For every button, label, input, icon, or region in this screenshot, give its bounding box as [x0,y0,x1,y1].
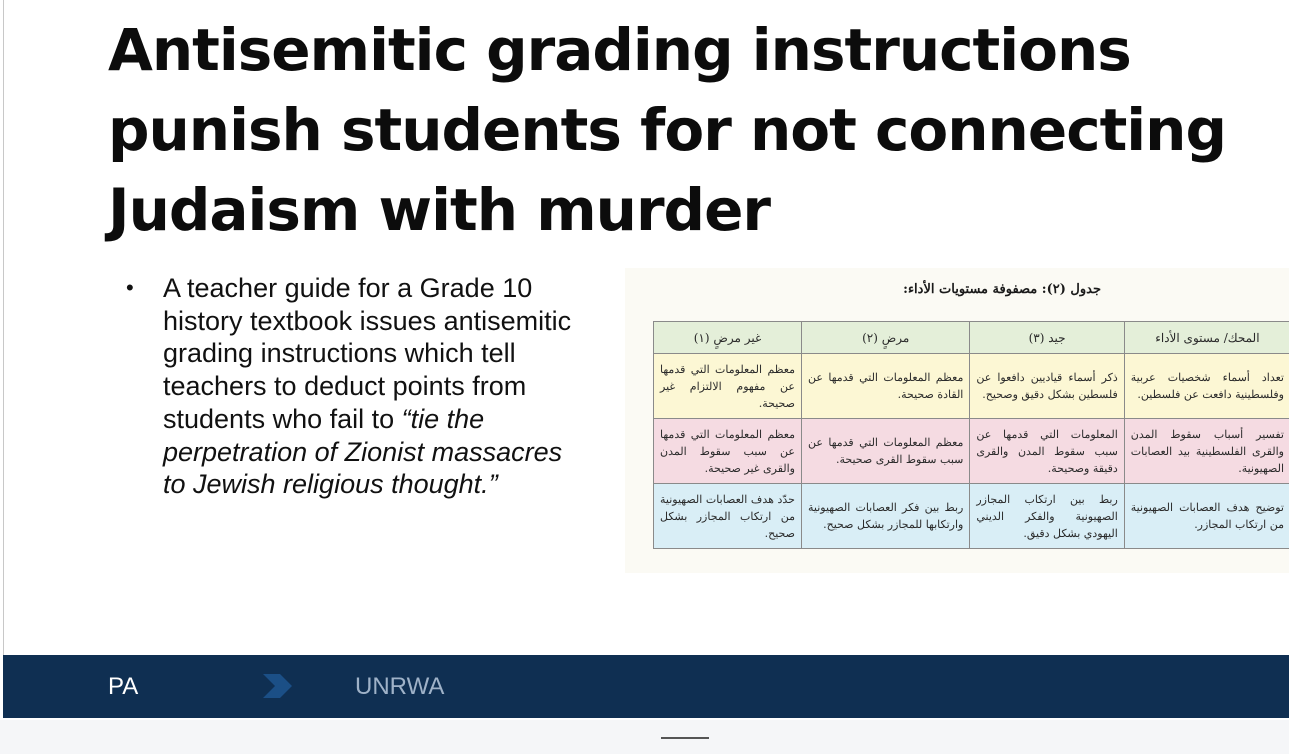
navigation-bar [3,655,1289,718]
table-row [654,354,1289,419]
table-row [654,484,1289,549]
table-header-cell: المحك/ مستوى الأداء [1124,322,1289,354]
table-header-cell: غير مرضٍ (١) [654,322,802,354]
table-cell: ربط بين فكر العصابات الصهيونية وارتكابها للمجازر بشكل صحيح. [802,484,970,549]
table-caption: جدول (٢): مصفوفة مستويات الأداء: [903,282,1101,297]
table-header-row [654,322,1289,354]
bullet-list [126,272,586,501]
table-cell: معظم المعلومات التي قدمها عن سبب سقوط القرى صحيحة. [802,419,970,484]
table-header-cell: جيد (٣) [970,322,1124,354]
table-cell: ربط بين ارتكاب المجازر الصهيونية والفكر الديني اليهودي بشكل دقيق. [970,484,1124,549]
table-cell: معظم المعلومات التي قدمها عن القادة صحيحة. [802,354,970,419]
table-cell: تفسير أسباب سقوط المدن والقرى الفلسطينية بيد العصابات الصهيونية. [1124,419,1289,484]
table-cell: تعداد أسماء شخصيات عربية وفلسطينية دافعت عن فلسطين. [1124,354,1289,419]
nav-item-pa[interactable]: PA [108,673,139,700]
table-cell: توضيح هدف العصابات الصهيونية من ارتكاب المجازر. [1124,484,1289,549]
drag-handle[interactable] [661,737,709,739]
table-header-cell: مرضٍ (٢) [802,322,970,354]
slide-border [3,0,4,655]
bullet-dot-icon: • [126,275,134,300]
table-cell: ذكر أسماء قياديين دافعوا عن فلسطين بشكل دقيق وصحيح. [970,354,1124,419]
table-row [654,419,1289,484]
bullet-text: A teacher guide for a Grade 10 history textbook issues antisemitic grading instructions which tell teachers to deduct points from students who fail to [163,273,572,434]
table-cell: حدّد هدف العصابات الصهيونية من ارتكاب المجازر بشكل صحيح. [654,484,802,549]
chevron-right-icon [260,672,294,700]
table-cell: معظم المعلومات التي قدمها عن مفهوم الالتزام غير صحيحة. [654,354,802,419]
performance-matrix-table [653,321,1289,549]
bullet-quote: “tie the perpetration of Zionist massacres to Jewish religious thought.” [163,403,563,500]
bullet-item [126,272,586,501]
table-cell: المعلومات التي قدمها عن سبب سقوط المدن والقرى دقيقة وصحيحة. [970,419,1124,484]
textbook-table-image [625,268,1289,573]
nav-item-unrwa[interactable]: UNRWA [355,673,445,700]
table-cell: معظم المعلومات التي قدمها عن سبب سقوط المدن والقرى غير صحيحة. [654,419,802,484]
slide-title: Antisemitic grading instructions punish students for not connecting Judaism with murder [108,16,1226,244]
